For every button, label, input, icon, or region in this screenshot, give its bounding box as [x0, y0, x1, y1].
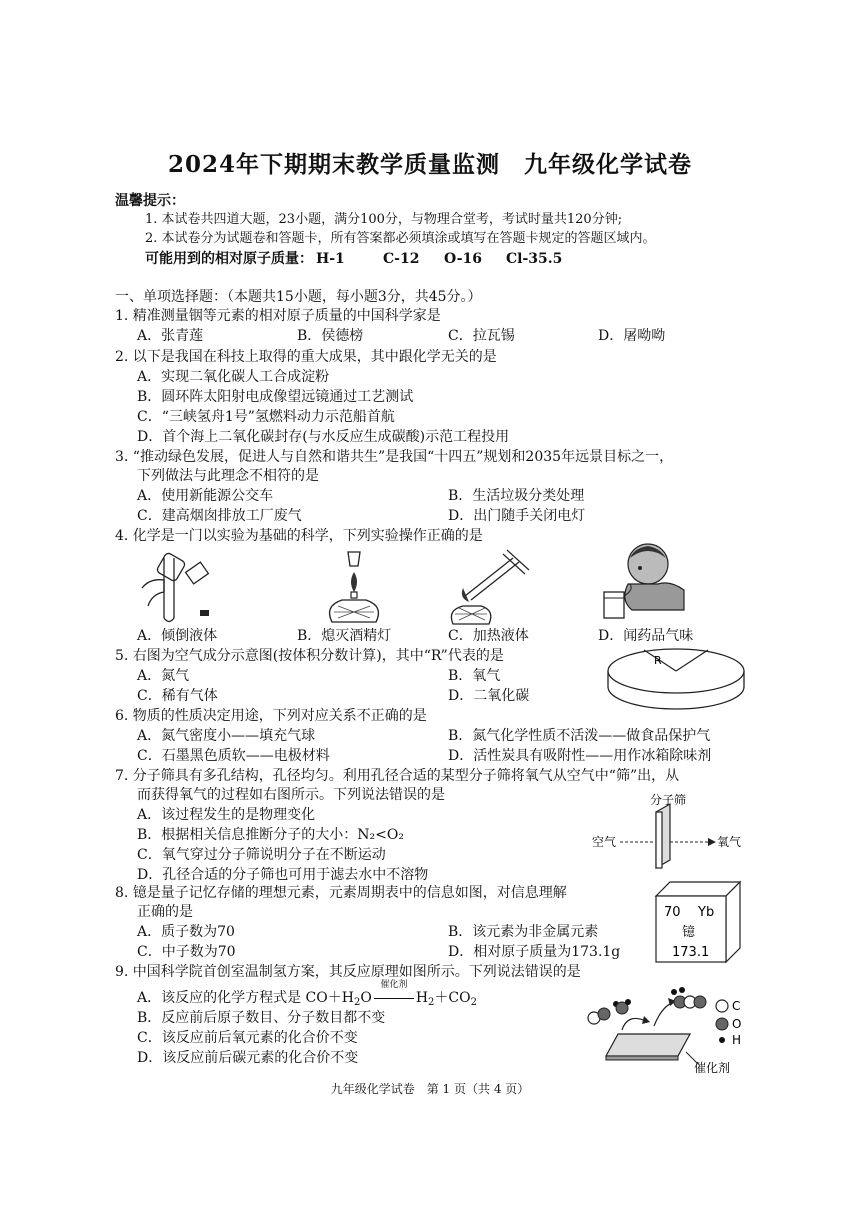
option-a-mid: O	[360, 990, 372, 1006]
option: C．“三峡氢舟1号”氢燃料动力示范船首航	[137, 409, 395, 425]
reaction-mechanism-diagram	[582, 982, 752, 1074]
option-a-prefix: A．该反应的化学方程式是 CO＋H	[137, 990, 354, 1006]
section-heading: 一、单项选择题：（本题共15小题，每小题3分，共45分。）	[115, 289, 482, 305]
option: C．该反应前后氧元素的化合价不变	[137, 1030, 358, 1046]
element-name: 镱	[682, 925, 696, 940]
option: D．该反应前后碳元素的化合价不变	[137, 1050, 359, 1066]
option: C．建高烟囱排放工厂废气	[137, 508, 302, 524]
reaction-arrow-line	[374, 998, 414, 999]
question-stem: 4. 化学是一门以实验为基础的科学，下列实验操作正确的是	[115, 528, 483, 544]
option: A．氮气密度小——填充气球	[137, 728, 316, 744]
option-a-suffix: ＋CO	[434, 990, 471, 1006]
atomic-mass: O-16	[444, 251, 483, 267]
option: A．该过程发生的是物理变化	[137, 807, 316, 823]
option: C．稀有气体	[137, 688, 218, 704]
option: C．加热液体	[448, 628, 529, 644]
tip-item: 1. 本试卷共四道大题，23小题，满分100分，与物理合堂考，考试时量共120分钟;	[145, 212, 623, 227]
option: D．出门随手关闭电灯	[448, 508, 586, 524]
option-a-sub: 2	[353, 997, 361, 1008]
heat-liquid-illustration	[445, 548, 530, 626]
option: D．闻药品气味	[598, 628, 694, 644]
periodic-table-cell	[652, 878, 744, 966]
air-composition-diagram	[600, 645, 750, 715]
atomic-mass: C-12	[383, 251, 420, 267]
option: B．熄灭酒精灯	[297, 628, 392, 644]
option: C．拉瓦锡	[448, 328, 515, 344]
question-stem: 而获得氧气的过程如右图所示。下列说法错误的是	[137, 787, 445, 803]
option: A．倾倒液体	[137, 628, 218, 644]
atomic-mass: H-1	[316, 251, 345, 267]
option: B．氧气	[448, 668, 501, 684]
option: C．中子数为70	[137, 944, 236, 960]
option: B．氮气化学性质不活泼——做食品保护气	[448, 728, 711, 744]
legend-o: O	[732, 1017, 742, 1031]
option: D．相对原子质量为173.1g	[448, 944, 621, 960]
option: D．活性炭具有吸附性——用作冰箱除味剂	[448, 748, 712, 764]
question-stem: 1. 精准测量铟等元素的相对原子质量的中国科学家是	[115, 308, 441, 324]
atomic-masses-label: 可能用到的相对原子质量：	[145, 251, 313, 267]
question-stem: 下列做法与此理念不相符的是	[137, 468, 319, 484]
option: D．首个海上二氧化碳封存(与水反应生成碳酸)示范工程投用	[137, 429, 510, 445]
question-stem: 2. 以下是我国在科技上取得的重大成果，其中跟化学无关的是	[115, 349, 497, 365]
option: D．孔径合适的分子筛也可用于滤去水中不溶物	[137, 867, 429, 883]
molecular-sieve-diagram	[590, 790, 750, 870]
legend-h: H	[732, 1033, 742, 1047]
question-stem: 3. “推动绿色发展，促进人与自然和谐共生”是我国“十四五”规划和2035年远景目标之一，	[115, 449, 674, 465]
option: B．侯德榜	[297, 328, 364, 344]
smell-chemical-illustration	[600, 540, 692, 626]
option: B．圆环阵太阳射电成像望远镜通过工艺测试	[137, 389, 414, 405]
tip-item: 2. 本试卷分为试题卷和答题卡，所有答案都必须填涂或填写在答题卡规定的答题区域内。	[145, 231, 656, 246]
question-stem: 9. 中国科学院首创室温制氢方案，其反应原理如图所示。下列说法错误的是	[115, 964, 581, 980]
oxygen-label: 氧气	[717, 835, 742, 849]
option: B．根据相关信息推断分子的大小：N₂<O₂	[137, 827, 404, 843]
atomic-number: 70	[664, 905, 681, 920]
element-symbol: Yb	[698, 905, 715, 920]
option: C．石墨黑色质软——电极材料	[137, 748, 330, 764]
pour-liquid-illustration	[130, 548, 225, 626]
pie-label-r: R	[654, 654, 662, 667]
legend-c: C	[732, 999, 741, 1013]
option-a-h: H	[415, 990, 429, 1006]
option: A．张青莲	[137, 328, 204, 344]
atomic-mass: Cl-35.5	[506, 251, 563, 267]
option: A．使用新能源公交车	[137, 488, 274, 504]
option: B．反应前后原子数目、分子数目都不变	[137, 1010, 386, 1026]
option: A．质子数为70	[137, 924, 235, 940]
catalyst-label: 催化剂	[694, 1061, 731, 1074]
page-title: 2024年下期期末教学质量监测 九年级化学试卷	[167, 151, 692, 178]
question-stem: 正确的是	[137, 904, 193, 920]
air-label: 空气	[592, 835, 617, 849]
question-stem: 7. 分子筛具有多孔结构，孔径均匀。利用孔径合适的某型分子筛将氧气从空气中“筛”出，从	[115, 768, 680, 784]
page-footer: 九年级化学试卷 第 1 页（共 4 页）	[330, 1082, 530, 1096]
alcohol-lamp-illustration	[320, 544, 395, 626]
atomic-mass-value: 173.1	[672, 945, 710, 960]
tips-heading: 温馨提示：	[115, 193, 185, 209]
catalyst-arrow	[372, 980, 416, 1007]
option: D．二氧化碳	[448, 688, 530, 704]
option: B．该元素为非金属元素	[448, 924, 599, 940]
question-stem: 5. 右图为空气成分示意图(按体积分数计算)，其中“R”代表的是	[115, 648, 504, 664]
catalyst-over-arrow: 催化剂	[380, 980, 408, 990]
option: A．实现二氧化碳人工合成淀粉	[137, 369, 330, 385]
option-a-sub: 2	[470, 997, 477, 1008]
option: C．氧气穿过分子筛说明分子在不断运动	[137, 847, 386, 863]
question-stem: 8. 镱是量子记忆存储的理想元素，元素周期表中的信息如图，对信息理解	[115, 885, 567, 901]
question-stem: 6. 物质的性质决定用途，下列对应关系不正确的是	[115, 708, 427, 724]
option: B．生活垃圾分类处理	[448, 488, 585, 504]
sieve-label: 分子筛	[650, 793, 687, 807]
option: D．屠呦呦	[598, 328, 666, 344]
option: A．氮气	[137, 668, 190, 684]
option-a-sub: 2	[428, 997, 435, 1008]
